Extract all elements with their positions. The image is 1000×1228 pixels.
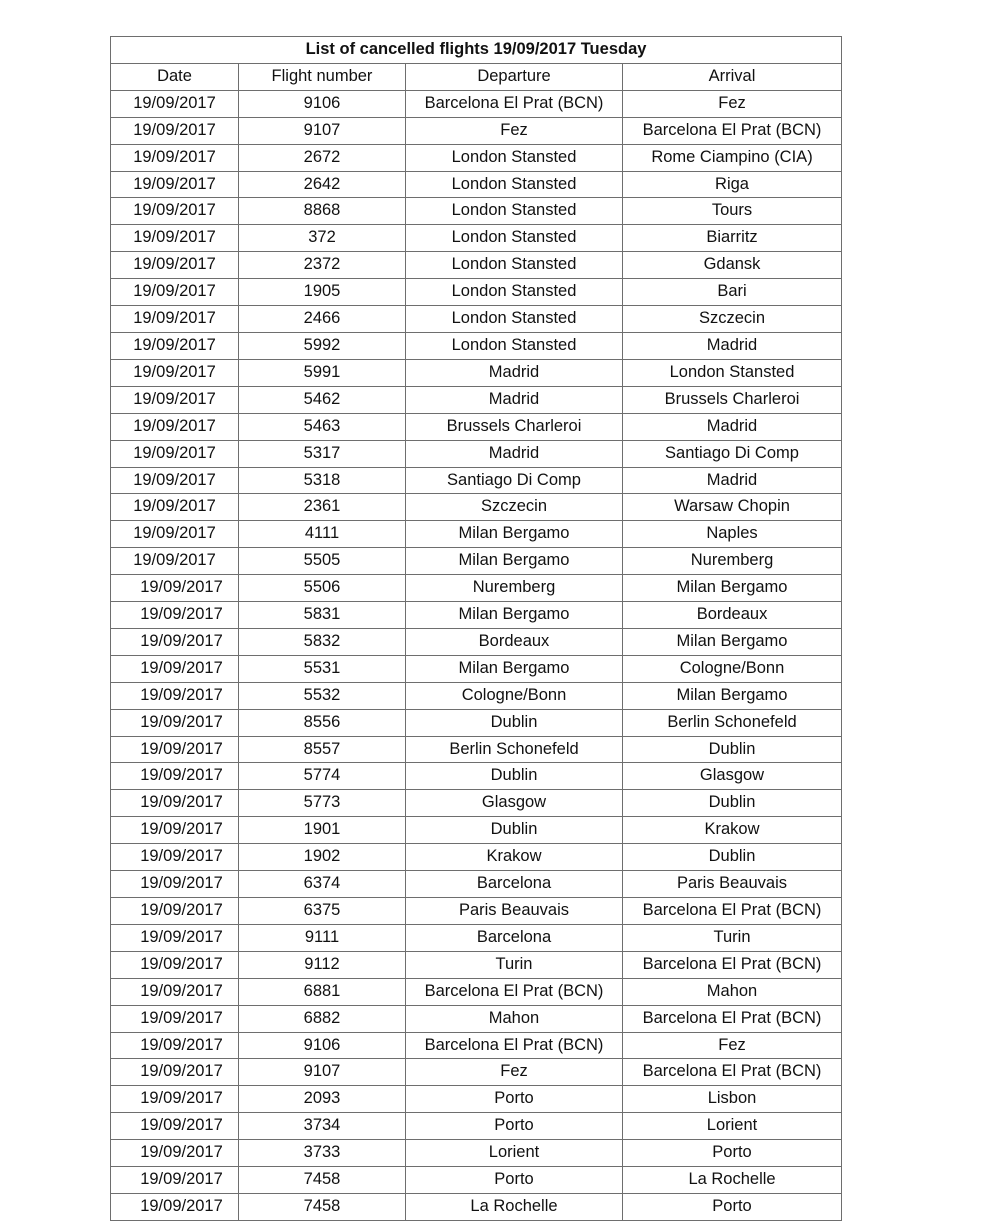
arrival-cell: Warsaw Chopin	[623, 494, 842, 521]
flight-number-cell: 5773	[239, 790, 406, 817]
flight-number-cell: 3733	[239, 1140, 406, 1167]
departure-cell: London Stansted	[406, 306, 623, 333]
arrival-cell: Nuremberg	[623, 548, 842, 575]
date-cell: 19/09/2017	[111, 682, 239, 709]
table-row	[111, 521, 842, 548]
departure-cell: London Stansted	[406, 252, 623, 279]
table-title: List of cancelled flights 19/09/2017 Tuesday	[111, 37, 842, 64]
table-row	[111, 1032, 842, 1059]
date-cell: 19/09/2017	[111, 951, 239, 978]
table-row	[111, 279, 842, 306]
flight-number-cell: 1905	[239, 279, 406, 306]
departure-cell: Barcelona El Prat (BCN)	[406, 1032, 623, 1059]
flight-number-cell: 2361	[239, 494, 406, 521]
date-cell: 19/09/2017	[111, 252, 239, 279]
departure-cell: Dublin	[406, 709, 623, 736]
flight-number-cell: 6882	[239, 1005, 406, 1032]
departure-cell: Dublin	[406, 763, 623, 790]
arrival-cell: Glasgow	[623, 763, 842, 790]
departure-cell: Glasgow	[406, 790, 623, 817]
table-row	[111, 332, 842, 359]
departure-cell: Szczecin	[406, 494, 623, 521]
column-header-row	[111, 63, 842, 90]
departure-cell: Dublin	[406, 817, 623, 844]
arrival-cell: Barcelona El Prat (BCN)	[623, 117, 842, 144]
date-cell: 19/09/2017	[111, 306, 239, 333]
arrival-cell: Mahon	[623, 978, 842, 1005]
flight-number-cell: 5774	[239, 763, 406, 790]
departure-cell: Porto	[406, 1086, 623, 1113]
arrival-cell: Barcelona El Prat (BCN)	[623, 1059, 842, 1086]
table-row	[111, 252, 842, 279]
arrival-cell: Dublin	[623, 790, 842, 817]
flight-number-cell: 9107	[239, 117, 406, 144]
date-cell: 19/09/2017	[111, 898, 239, 925]
date-cell: 19/09/2017	[111, 440, 239, 467]
departure-cell: Cologne/Bonn	[406, 682, 623, 709]
date-cell: 19/09/2017	[111, 790, 239, 817]
date-cell: 19/09/2017	[111, 817, 239, 844]
table-row	[111, 225, 842, 252]
table-row	[111, 386, 842, 413]
flight-number-cell: 5532	[239, 682, 406, 709]
date-cell: 19/09/2017	[111, 1113, 239, 1140]
table-row	[111, 682, 842, 709]
arrival-cell: London Stansted	[623, 359, 842, 386]
departure-cell: London Stansted	[406, 332, 623, 359]
table-title-row	[111, 37, 842, 64]
date-cell: 19/09/2017	[111, 1167, 239, 1194]
departure-cell: Madrid	[406, 440, 623, 467]
departure-cell: London Stansted	[406, 144, 623, 171]
flight-number-cell: 2093	[239, 1086, 406, 1113]
flight-number-cell: 9112	[239, 951, 406, 978]
table-row	[111, 763, 842, 790]
flight-number-cell: 2466	[239, 306, 406, 333]
table-row	[111, 117, 842, 144]
departure-cell: Krakow	[406, 844, 623, 871]
date-cell: 19/09/2017	[111, 117, 239, 144]
table-row	[111, 1167, 842, 1194]
date-cell: 19/09/2017	[111, 467, 239, 494]
departure-cell: Lorient	[406, 1140, 623, 1167]
table-row	[111, 790, 842, 817]
table-row	[111, 1140, 842, 1167]
departure-cell: London Stansted	[406, 225, 623, 252]
arrival-cell: Bordeaux	[623, 602, 842, 629]
date-cell: 19/09/2017	[111, 924, 239, 951]
flight-number-cell: 5506	[239, 575, 406, 602]
arrival-cell: Gdansk	[623, 252, 842, 279]
departure-cell: Porto	[406, 1167, 623, 1194]
table-row	[111, 306, 842, 333]
date-cell: 19/09/2017	[111, 844, 239, 871]
flight-number-cell: 7458	[239, 1167, 406, 1194]
departure-cell: Paris Beauvais	[406, 898, 623, 925]
flight-number-cell: 3734	[239, 1113, 406, 1140]
arrival-cell: Milan Bergamo	[623, 628, 842, 655]
table-row	[111, 494, 842, 521]
departure-cell: Barcelona El Prat (BCN)	[406, 90, 623, 117]
date-cell: 19/09/2017	[111, 225, 239, 252]
departure-cell: Santiago Di Comp	[406, 467, 623, 494]
table-row	[111, 951, 842, 978]
date-cell: 19/09/2017	[111, 736, 239, 763]
departure-cell: Turin	[406, 951, 623, 978]
date-cell: 19/09/2017	[111, 521, 239, 548]
arrival-cell: Berlin Schonefeld	[623, 709, 842, 736]
date-cell: 19/09/2017	[111, 494, 239, 521]
date-cell: 19/09/2017	[111, 386, 239, 413]
departure-cell: Barcelona	[406, 924, 623, 951]
flight-number-cell: 1902	[239, 844, 406, 871]
flight-number-cell: 2642	[239, 171, 406, 198]
departure-cell: Milan Bergamo	[406, 602, 623, 629]
flight-number-cell: 5531	[239, 655, 406, 682]
departure-cell: Madrid	[406, 386, 623, 413]
arrival-cell: La Rochelle	[623, 1167, 842, 1194]
arrival-cell: Fez	[623, 1032, 842, 1059]
arrival-cell: Krakow	[623, 817, 842, 844]
table-row	[111, 898, 842, 925]
flight-number-cell: 8556	[239, 709, 406, 736]
column-header-flight-number: Flight number	[239, 63, 406, 90]
flight-number-cell: 9107	[239, 1059, 406, 1086]
flight-number-cell: 9106	[239, 90, 406, 117]
arrival-cell: Santiago Di Comp	[623, 440, 842, 467]
table-row	[111, 144, 842, 171]
table-row	[111, 655, 842, 682]
arrival-cell: Tours	[623, 198, 842, 225]
table-row	[111, 709, 842, 736]
table-row	[111, 602, 842, 629]
date-cell: 19/09/2017	[111, 144, 239, 171]
arrival-cell: Brussels Charleroi	[623, 386, 842, 413]
flight-number-cell: 5317	[239, 440, 406, 467]
arrival-cell: Madrid	[623, 467, 842, 494]
flight-number-cell: 5505	[239, 548, 406, 575]
departure-cell: Nuremberg	[406, 575, 623, 602]
column-header-departure: Departure	[406, 63, 623, 90]
date-cell: 19/09/2017	[111, 575, 239, 602]
arrival-cell: Szczecin	[623, 306, 842, 333]
flight-number-cell: 6374	[239, 871, 406, 898]
table-row	[111, 844, 842, 871]
flight-number-cell: 8868	[239, 198, 406, 225]
departure-cell: Milan Bergamo	[406, 521, 623, 548]
departure-cell: Milan Bergamo	[406, 548, 623, 575]
date-cell: 19/09/2017	[111, 1140, 239, 1167]
flight-number-cell: 5992	[239, 332, 406, 359]
arrival-cell: Naples	[623, 521, 842, 548]
flight-number-cell: 2372	[239, 252, 406, 279]
table-row	[111, 413, 842, 440]
date-cell: 19/09/2017	[111, 628, 239, 655]
table-row	[111, 924, 842, 951]
departure-cell: Fez	[406, 1059, 623, 1086]
date-cell: 19/09/2017	[111, 709, 239, 736]
date-cell: 19/09/2017	[111, 1032, 239, 1059]
departure-cell: London Stansted	[406, 198, 623, 225]
table-row	[111, 359, 842, 386]
arrival-cell: Lisbon	[623, 1086, 842, 1113]
arrival-cell: Paris Beauvais	[623, 871, 842, 898]
departure-cell: Bordeaux	[406, 628, 623, 655]
departure-cell: Barcelona El Prat (BCN)	[406, 978, 623, 1005]
arrival-cell: Dublin	[623, 844, 842, 871]
departure-cell: London Stansted	[406, 279, 623, 306]
arrival-cell: Milan Bergamo	[623, 682, 842, 709]
date-cell: 19/09/2017	[111, 359, 239, 386]
flight-number-cell: 5463	[239, 413, 406, 440]
flight-number-cell: 8557	[239, 736, 406, 763]
arrival-cell: Porto	[623, 1140, 842, 1167]
date-cell: 19/09/2017	[111, 1059, 239, 1086]
arrival-cell: Madrid	[623, 332, 842, 359]
arrival-cell: Milan Bergamo	[623, 575, 842, 602]
departure-cell: Mahon	[406, 1005, 623, 1032]
departure-cell: Brussels Charleroi	[406, 413, 623, 440]
departure-cell: London Stansted	[406, 171, 623, 198]
arrival-cell: Rome Ciampino (CIA)	[623, 144, 842, 171]
arrival-cell: Riga	[623, 171, 842, 198]
table-row	[111, 1193, 842, 1220]
date-cell: 19/09/2017	[111, 1005, 239, 1032]
arrival-cell: Cologne/Bonn	[623, 655, 842, 682]
flight-number-cell: 6881	[239, 978, 406, 1005]
table-row	[111, 440, 842, 467]
date-cell: 19/09/2017	[111, 171, 239, 198]
flight-number-cell: 1901	[239, 817, 406, 844]
table-row	[111, 1059, 842, 1086]
date-cell: 19/09/2017	[111, 871, 239, 898]
flight-number-cell: 4111	[239, 521, 406, 548]
departure-cell: La Rochelle	[406, 1193, 623, 1220]
date-cell: 19/09/2017	[111, 655, 239, 682]
flight-number-cell: 5462	[239, 386, 406, 413]
arrival-cell: Madrid	[623, 413, 842, 440]
table-row	[111, 1005, 842, 1032]
arrival-cell: Barcelona El Prat (BCN)	[623, 951, 842, 978]
table-row	[111, 467, 842, 494]
table-row	[111, 171, 842, 198]
date-cell: 19/09/2017	[111, 1193, 239, 1220]
date-cell: 19/09/2017	[111, 763, 239, 790]
date-cell: 19/09/2017	[111, 602, 239, 629]
flight-number-cell: 372	[239, 225, 406, 252]
departure-cell: Barcelona	[406, 871, 623, 898]
table-row	[111, 736, 842, 763]
date-cell: 19/09/2017	[111, 1086, 239, 1113]
date-cell: 19/09/2017	[111, 548, 239, 575]
table-row	[111, 978, 842, 1005]
column-header-arrival: Arrival	[623, 63, 842, 90]
departure-cell: Porto	[406, 1113, 623, 1140]
flight-number-cell: 2672	[239, 144, 406, 171]
table-row	[111, 1113, 842, 1140]
departure-cell: Berlin Schonefeld	[406, 736, 623, 763]
table-row	[111, 628, 842, 655]
cancelled-flights-table	[110, 36, 842, 1221]
date-cell: 19/09/2017	[111, 90, 239, 117]
flight-number-cell: 5831	[239, 602, 406, 629]
date-cell: 19/09/2017	[111, 978, 239, 1005]
departure-cell: Milan Bergamo	[406, 655, 623, 682]
table-row	[111, 871, 842, 898]
arrival-cell: Biarritz	[623, 225, 842, 252]
arrival-cell: Turin	[623, 924, 842, 951]
flight-number-cell: 5991	[239, 359, 406, 386]
flight-number-cell: 9106	[239, 1032, 406, 1059]
flight-number-cell: 5832	[239, 628, 406, 655]
arrival-cell: Lorient	[623, 1113, 842, 1140]
table-row	[111, 90, 842, 117]
table-body	[111, 90, 842, 1220]
table-row	[111, 198, 842, 225]
arrival-cell: Bari	[623, 279, 842, 306]
arrival-cell: Dublin	[623, 736, 842, 763]
flight-number-cell: 7458	[239, 1193, 406, 1220]
table-row	[111, 817, 842, 844]
date-cell: 19/09/2017	[111, 332, 239, 359]
table-row	[111, 1086, 842, 1113]
date-cell: 19/09/2017	[111, 413, 239, 440]
date-cell: 19/09/2017	[111, 198, 239, 225]
date-cell: 19/09/2017	[111, 279, 239, 306]
flight-number-cell: 5318	[239, 467, 406, 494]
table-row	[111, 575, 842, 602]
departure-cell: Madrid	[406, 359, 623, 386]
arrival-cell: Barcelona El Prat (BCN)	[623, 1005, 842, 1032]
flight-number-cell: 6375	[239, 898, 406, 925]
departure-cell: Fez	[406, 117, 623, 144]
arrival-cell: Barcelona El Prat (BCN)	[623, 898, 842, 925]
flight-number-cell: 9111	[239, 924, 406, 951]
table-row	[111, 548, 842, 575]
arrival-cell: Porto	[623, 1193, 842, 1220]
arrival-cell: Fez	[623, 90, 842, 117]
column-header-date: Date	[111, 63, 239, 90]
